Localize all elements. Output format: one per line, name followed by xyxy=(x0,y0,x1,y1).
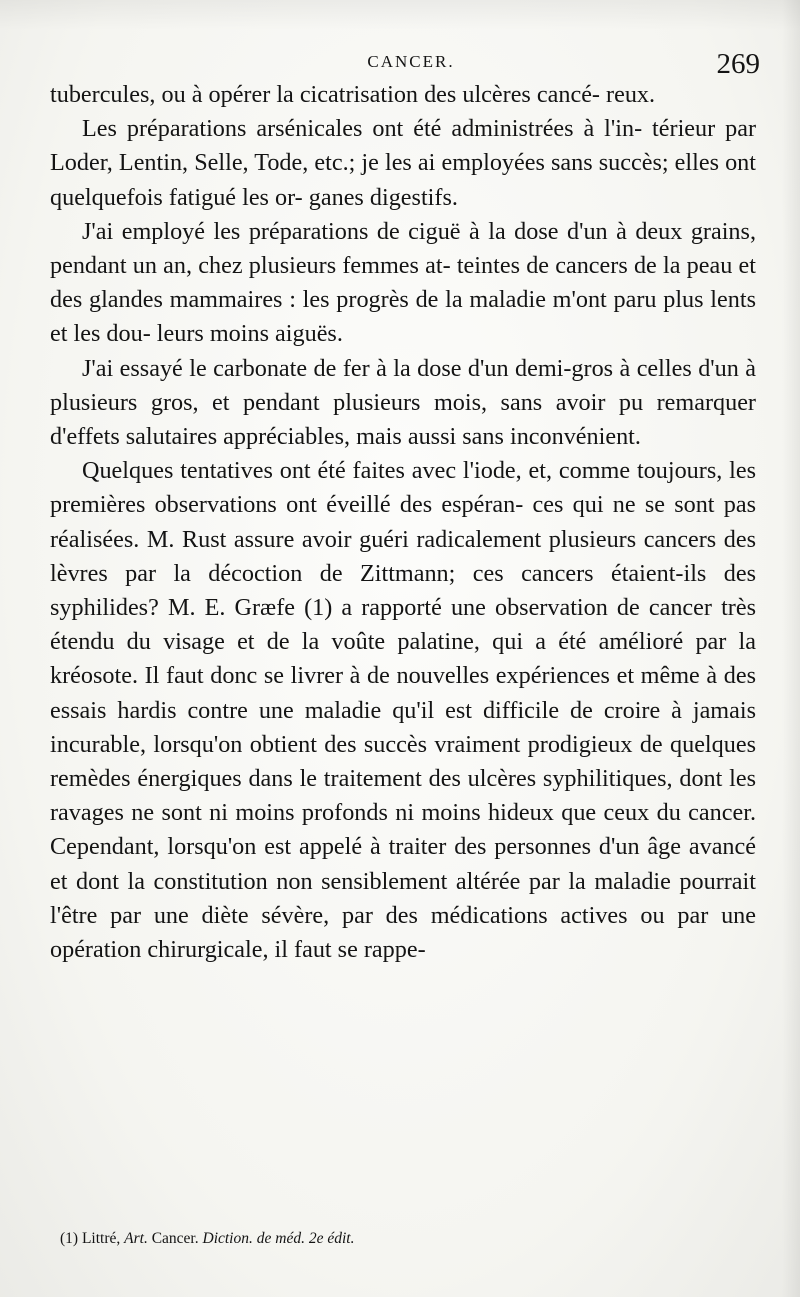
paragraph-carbonate-de-fer: J'ai essayé le carbonate de fer à la dose d'un demi-gros à celles d'un à plusieurs gros, et pendant plusieurs mois, sans avoir pu remarquer d'effets salutaires appréciables, mais aussi sans inconvénient. xyxy=(50,354,756,451)
running-title: CANCER. xyxy=(367,52,455,71)
body-text xyxy=(50,78,756,967)
footnote-author: Littré, xyxy=(81,1230,121,1247)
footnote-marker: (1) xyxy=(60,1230,79,1247)
footnote xyxy=(60,1228,354,1250)
page-number: 269 xyxy=(716,48,760,80)
page-top-shadow xyxy=(0,0,800,30)
paragraph-cigue: J'ai employé les préparations de ciguë à la dose d'un à deux grains, pendant un an, chez plusieurs femmes at- teintes de cancers de la peau et des glandes mammaires : les progrès de la maladie m'ont paru plus lents et les dou- leurs moins aiguës. xyxy=(50,217,756,348)
paragraph-arsenic: Les préparations arsénicales ont été administrées à l'in- térieur par Loder, Lentin, Selle, Tode, etc.; je les ai employées sans succès; elles ont quelquefois fatigué les or- ganes digestifs. xyxy=(50,115,756,211)
footnote-article: Cancer. xyxy=(151,1230,199,1247)
footnote-art: Art. xyxy=(124,1230,148,1247)
page-edge-shadow xyxy=(782,0,800,1297)
footnote-source: Diction. de méd. 2e édit. xyxy=(202,1230,355,1247)
paragraph-continuation: tubercules, ou à opérer la cicatrisation des ulcères cancé- reux. xyxy=(50,81,656,108)
paragraph-iode: Quelques tentatives ont été faites avec l'iode, et, comme toujours, les premières observations ont éveillé des espéran- ces qui ne se sont pas réalisées. M. Rust assure avoir guéri radicalement plusieurs cancers des lèvres par la décoction de Zittmann; ces cancers étaient-ils des syphilides? M. E. Græfe (1) a rapporté une observation de cancer très étendu du visage et de la voûte palatine, qui a été amélioré par la kréosote. Il faut donc se livrer à de nouvelles expériences et même à des essais hardis contre une maladie qu'il est difficile de croire à jamais incurable, lorsqu'on obtient des succès vraiment prodigieux de quelques remèdes énergiques dans le traitement des ulcères syphilitiques, dont les ravages ne sont ni moins profonds ni moins hideux que ceux du cancer. Cependant, lorsqu'on est appelé à traiter des personnes d'un âge avancé et dont la constitution non sensiblement altérée par la maladie pourrait l'être par une diète sévère, par des médications actives ou par une opération chirurgicale, il faut se rappe- xyxy=(50,457,756,964)
